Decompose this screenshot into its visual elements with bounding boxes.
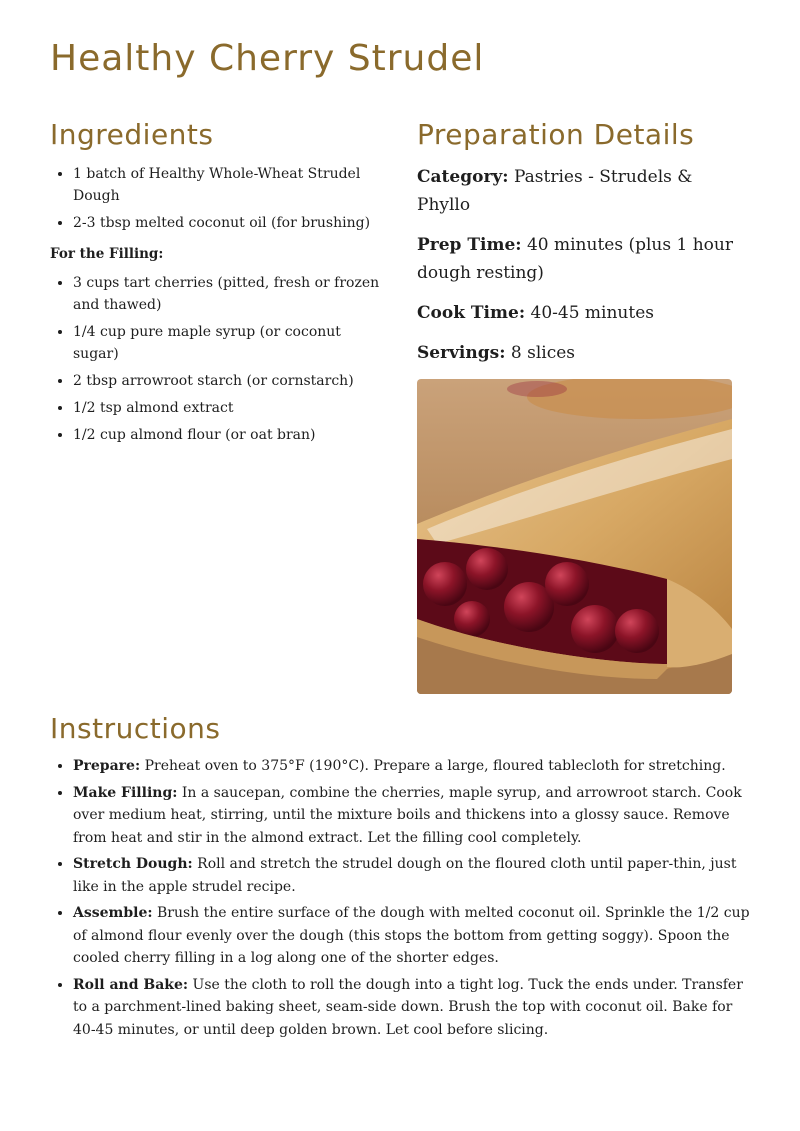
instructions-section <box>50 712 755 1045</box>
details-list <box>417 163 737 367</box>
step-label: Assemble: <box>73 905 153 921</box>
category-value: Pastries - Strudels & Phyllo <box>417 167 693 215</box>
prep-time-value: 40 minutes (plus 1 hour dough resting) <box>417 235 733 283</box>
servings-row <box>417 339 737 367</box>
cook-time-row <box>417 299 737 327</box>
instructions-heading: Instructions <box>50 712 221 745</box>
list-item: • 1/2 cup almond flour (or oat bran) <box>73 424 390 446</box>
preparation-details-heading: Preparation Details <box>417 118 695 151</box>
ingredients-heading: Ingredients <box>50 118 214 151</box>
step-text: Preheat oven to 375°F (190°C). Prepare a large, floured tablecloth for stretching. <box>144 758 726 774</box>
preparation-details-section <box>417 118 737 694</box>
filling-subheading: For the Filling: <box>50 246 164 262</box>
ingredients-list <box>50 163 390 234</box>
list-item <box>73 902 755 970</box>
cook-time-label: Cook Time: <box>417 303 526 323</box>
list-item <box>73 974 755 1042</box>
step-label: Stretch Dough: <box>73 856 193 872</box>
step-label: Prepare: <box>73 758 141 774</box>
prep-time-row <box>417 231 737 287</box>
list-item: • 1/4 cup pure maple syrup (or coconut sugar) <box>73 321 390 365</box>
list-item <box>73 853 755 898</box>
prep-time-label: Prep Time: <box>417 235 522 255</box>
cook-time-value: 40-45 minutes <box>530 303 654 323</box>
page-title: Healthy Cherry Strudel <box>50 38 485 79</box>
list-item: • 2 tbsp arrowroot starch (or cornstarch) <box>73 370 390 392</box>
filling-list <box>50 272 390 446</box>
step-label: Roll and Bake: <box>73 976 189 993</box>
step-text: Brush the entire surface of the dough with melted coconut oil. Sprinkle the 1/2 cup of almond flour evenly over the dough (this stops the bottom from getting soggy). Spoon the cooled cherry filling in a log along one of the shorter edges. <box>73 905 750 966</box>
step-label: Make Filling: <box>73 784 178 801</box>
list-item <box>73 782 755 850</box>
strudel-photo <box>417 379 732 694</box>
category-label: Category: <box>417 167 509 187</box>
list-item <box>73 755 755 778</box>
list-item: • 3 cups tart cherries (pitted, fresh or frozen and thawed) <box>73 272 390 316</box>
step-text: Roll and stretch the strudel dough on the floured cloth until paper-thin, just like in the apple strudel recipe. <box>73 856 737 895</box>
step-text: Use the cloth to roll the dough into a tight log. Tuck the ends under. Transfer to a parchment-lined baking sheet, seam-side down. Brush the top with coconut oil. Bake for 40-45 minutes, or until deep golden brown. Let cool before slicing. <box>73 976 743 1038</box>
list-item: • 1 batch of Healthy Whole-Wheat Strudel Dough <box>73 163 390 207</box>
ingredients-section <box>50 118 390 451</box>
list-item: • 1/2 tsp almond extract <box>73 397 390 419</box>
servings-label: Servings: <box>417 343 506 363</box>
step-text: In a saucepan, combine the cherries, maple syrup, and arrowroot starch. Cook over medium heat, stirring, until the mixture boils and thickens into a glossy sauce. Remove from heat and stir in the almond extract. Let the filling cool completely. <box>73 784 742 846</box>
category-row <box>417 163 737 219</box>
instructions-list <box>50 755 755 1041</box>
list-item: • 2-3 tbsp melted coconut oil (for brushing) <box>73 212 390 234</box>
servings-value: 8 slices <box>510 343 576 363</box>
